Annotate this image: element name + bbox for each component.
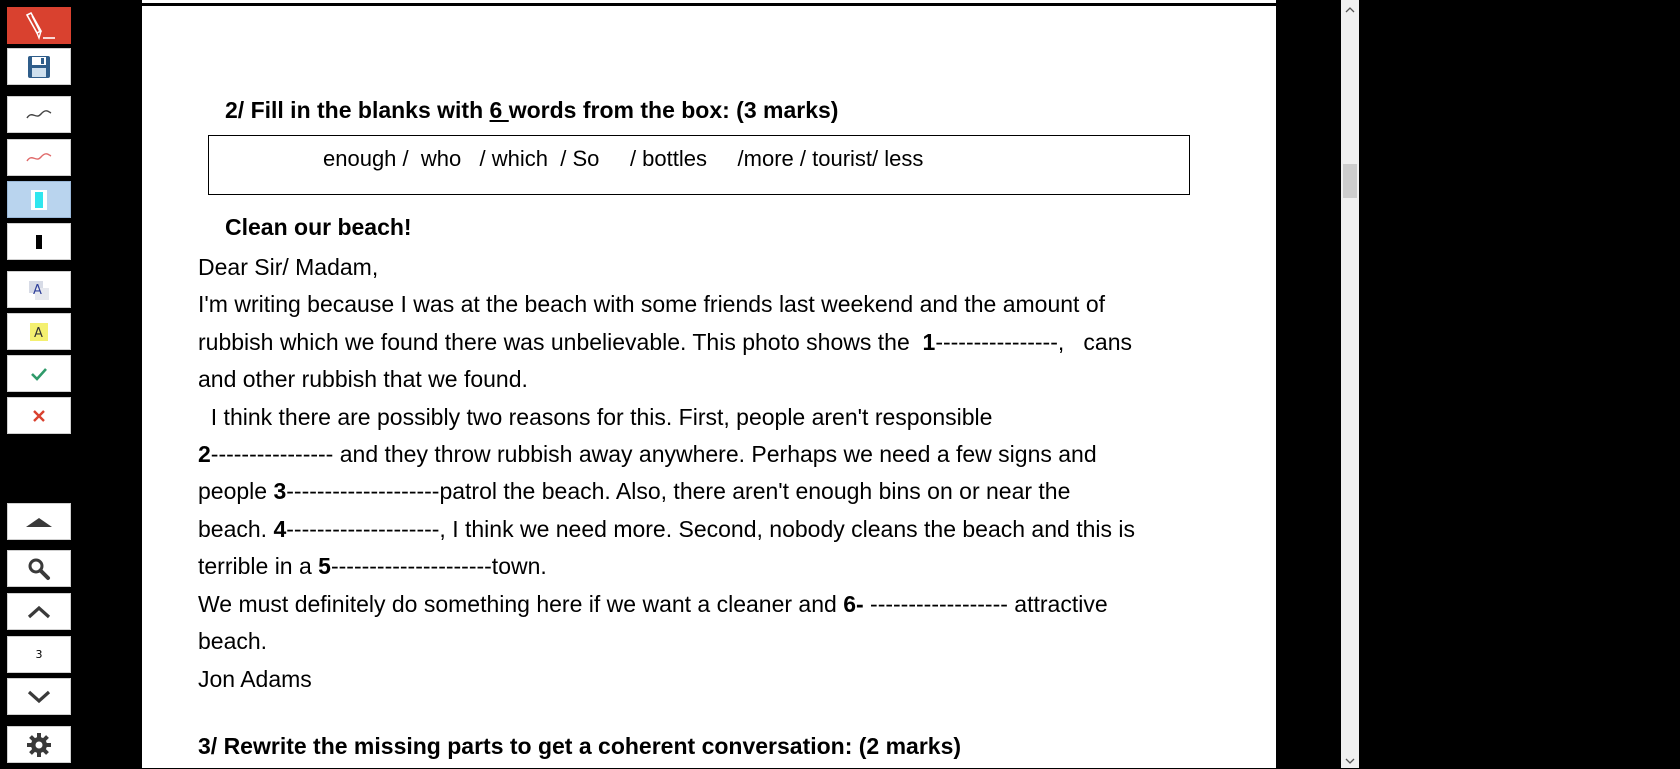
save-icon (26, 54, 52, 80)
letter-line-6: people 3--------------------patrol the beach. Also, there aren't enough bins on or near the (198, 478, 1071, 504)
freehand-red-tool[interactable] (7, 139, 71, 176)
word-box (208, 135, 1190, 195)
letter-line-3: and other rubbish that we found. (198, 366, 528, 392)
letter-signature: Jon Adams (198, 666, 312, 692)
annotation-toolbar (0, 0, 80, 768)
highlighter-cyan-icon (29, 188, 49, 212)
vertical-scrollbar[interactable] (1341, 0, 1359, 768)
gear-icon (26, 732, 52, 758)
freehand-black-tool[interactable] (7, 96, 71, 133)
letter-line-7: beach. 4--------------------, I think we need more. Second, nobody cleans the beach and this is (198, 516, 1135, 542)
exercise-2-word-count: 6 (489, 97, 509, 123)
blank-1-number: 1 (922, 329, 936, 355)
scroll-down-icon (1345, 751, 1355, 769)
pen-icon (19, 11, 59, 41)
text-highlight-blue-tool[interactable] (7, 271, 71, 308)
previous-page-button[interactable] (7, 593, 71, 630)
letter-line-2: rubbish which we found there was unbelievable. This photo shows the 1----------------, cans (198, 329, 1133, 355)
exercise-3-title: 3/ Rewrite the missing parts to get a coherent conversation: (2 marks) (198, 733, 962, 759)
blank-3-number: 3 (273, 478, 287, 504)
scroll-up-icon (1345, 0, 1355, 18)
blank-2-number: 2 (198, 441, 211, 467)
page-number-field[interactable] (7, 636, 71, 673)
letter-line-10: beach. (198, 628, 268, 654)
highlighter-cyan-tool[interactable] (7, 181, 71, 218)
scroll-up-arrow[interactable] (1341, 0, 1359, 17)
save-button[interactable] (7, 48, 71, 85)
word-box-text: enough / who / which / So / bottles /more / tourist/ less (323, 146, 924, 171)
freehand-black-icon (24, 108, 54, 122)
document-page (142, 0, 1276, 768)
chevron-down-icon (26, 689, 52, 705)
highlighter-black-icon (34, 233, 44, 251)
letter-greeting: Dear Sir/ Madam, (198, 254, 379, 280)
highlighter-black-tool[interactable] (7, 223, 71, 260)
blank-4-number: 4 (273, 516, 287, 542)
cross-icon (31, 408, 47, 424)
next-page-button[interactable] (7, 678, 71, 715)
search-button[interactable] (7, 550, 71, 587)
check-icon (29, 366, 49, 382)
scroll-thumb[interactable] (1343, 164, 1357, 198)
letter-line-4: I think there are possibly two reasons for this. First, people aren't responsible (198, 404, 993, 430)
text-highlight-yellow-tool[interactable] (7, 313, 71, 350)
scroll-top-icon (24, 515, 54, 529)
letter-line-9: We must definitely do something here if we want a cleaner and 6- ------------------ attractive (198, 591, 1108, 617)
scroll-top-button[interactable] (7, 503, 71, 540)
letter-line-8: terrible in a 5---------------------town. (198, 553, 547, 579)
page-top-border (142, 3, 1276, 6)
letter-line-5: 2---------------- and they throw rubbish away anywhere. Perhaps we need a few signs and (198, 441, 1097, 467)
exercise-2-title: 2/ Fill in the blanks with 6 words from the box: (3 marks) (225, 97, 839, 123)
letter-line-1: I'm writing because I was at the beach with some friends last weekend and the amount of (198, 291, 1105, 317)
freehand-red-icon (24, 151, 54, 165)
settings-button[interactable] (7, 726, 71, 763)
text-highlight-yellow-icon (27, 320, 51, 344)
letter-title: Clean our beach! (225, 214, 412, 240)
check-mark-tool[interactable] (7, 355, 71, 392)
cross-mark-tool[interactable] (7, 397, 71, 434)
blank-5-number: 5 (318, 553, 331, 579)
pen-tool-button[interactable] (7, 7, 71, 44)
search-icon (27, 557, 51, 581)
blank-6-number: 6- (843, 591, 864, 617)
page-number: 3 (35, 648, 43, 661)
text-highlight-blue-icon (27, 278, 51, 302)
svg-text:A: A (34, 325, 43, 341)
svg-text:A: A (33, 282, 42, 298)
scroll-down-arrow[interactable] (1341, 751, 1359, 768)
chevron-up-icon (26, 604, 52, 620)
